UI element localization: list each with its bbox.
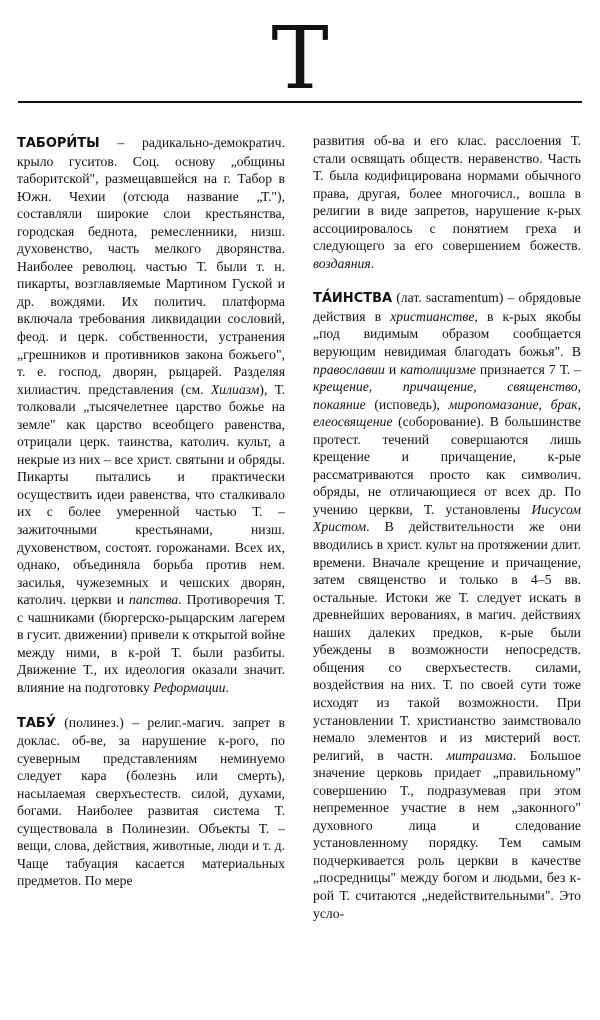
headword-taborites: ТАБОРИ́ТЫ [17, 136, 100, 151]
right-column [313, 132, 581, 922]
cross-reference-sacrament-list-2: миропомазание, брак, елеосвящение [313, 396, 581, 430]
cross-reference-reformation: Реформации [153, 679, 226, 695]
entry-taboo-continued: развития об-ва и его клас. расслоения Т. стали освящать обществ. неравенство. Часть Т. была кодифицирована нормами обычного права, другая, более многочисл., вошла в религии в виде запретов, нарушение к-рых ассоциировалось с понятием греха и следующего за его совершением божеств. воздаяния. [313, 133, 581, 271]
headword-sacraments: ТА́ИНСТВА [313, 291, 393, 307]
cross-reference-orthodoxy: православии [313, 361, 385, 377]
entry-taboo: ТАБУ́ (полинез.) – религ.-магич. запрет в доклас. об-ве, за нарушение к-рого, по суеверным представлениям неминуемо следует кара (болезнь или смерть), насылаемая сверхъестеств. силой, духами, богами. Наиболее развитая система Т. существовала в Полинезии. Объекты Т. – вещи, слова, действия, животные, люди и т. д. Чаще табуация касается материальных предметов. По мере [17, 714, 285, 889]
headword-taboo: ТАБУ́ [17, 715, 56, 731]
left-column [17, 134, 285, 890]
cross-reference-catholicism: католицизме [400, 361, 476, 377]
cross-reference-jesus-christ: Иисусом Христом [313, 501, 581, 535]
cross-reference-papacy: папства [129, 592, 179, 608]
cross-reference-retribution: воздаяния [313, 255, 371, 271]
cross-reference-chiliasm: Хилиазм [210, 381, 260, 397]
cross-reference-mithraism: митраизма [446, 747, 513, 763]
entry-sacraments: ТА́ИНСТВА (лат. sacramentum) – обрядовые действия в христианстве, в к-рых якобы „под видимым образом сообщается верующим невидимая благодать божья". В православии и католицизме признается 7 Т. – крещение, причащение, священство, покаяние (исповедь), миропомазание, брак, елеосвящение (соборование). В большинстве протест. течений совершаются лишь крещение и причащение, к-рые рассматриваются просто как символич. обряды, не отличающиеся от всех др. По учению церкви, Т. установлены Иисусом Христом. В действительности же они вводились в христ. культ на протяжении длит. времени. Вначале крещение и причащение, затем священство и только в 4–5 вв. остальные. Истоки же Т. следует искать в древнейших верованиях, в магич. действиях наших далеких предков, к-рые были убеждены в возможности непосредств. общения со сверхъестеств. силами, воздействия на них. Т. по своей сути тоже исходят из такой возможности. При установлении Т. христианство заимствовало немало элементов и из мистерий вост. религий, в частн. митраизма. Большое значение церковь придает „правильному" совершению Т., подразумевая при этом непременное участие в нем „законного" духовного лица и следование установленному порядку. Тем самым подчеркивается роль церкви в качестве „посредницы" между богом и людьми, без к-рой Т. считаются „недействительными". Это усло- [313, 290, 582, 921]
cross-reference-sacrament-list-1: крещение, причащение, священство, покаяние [313, 379, 581, 412]
entry-taborites: ТАБОРИ́ТЫ – радикально-демократич. крыло гуситов. Соц. основу „общины таборитской", размещавшейся на г. Табор в Южн. Чехии (отсюда название „Т."), составляли широкие слои крестьянства, городская беднота, ремесленники, низш. духовенство, часть мелкого дворянства. Наиболее революц. частью Т. были т. н. пикарты, возглавляемые Мартином Гуской и др. вождями. Их политич. платформа включала требования ликвидации сословий, феод. и церк. собственности, устранения „грешников и противников закона божьего", т. е. господ, дворян, рыцарей. Разделяя хилиастич. представления (см. Хилиазм), Т. толковали „тысячелетнее царство божье на земле" как царство всеобщего равенства, отрицали церк. таинства, католич. культ, а некрые из них – все христ. святыни и обряды. Пикарты пытались и практически осуществить идеи равенства, что сталкивало их с более умеренной частью Т. – зажиточными крестьянами, низш. духовенством, состоят. горожанами. Всех их, однако, объединяла борьба против нем. засилья, чужеземных и чешских дворян, католич. церкви и папства. Противоречия Т. с чашниками (бюргерско-рыцарским лагерем в гусит. движении) привели к открытой войне между ними, в к-рой Т. были разбиты. Движение Т., их идеология оказали значит. влияние на подготовку Реформации. [17, 135, 285, 695]
header-rule [18, 101, 582, 103]
section-letter: Т [271, 9, 329, 109]
cross-reference-christianity: христианстве [390, 308, 475, 324]
